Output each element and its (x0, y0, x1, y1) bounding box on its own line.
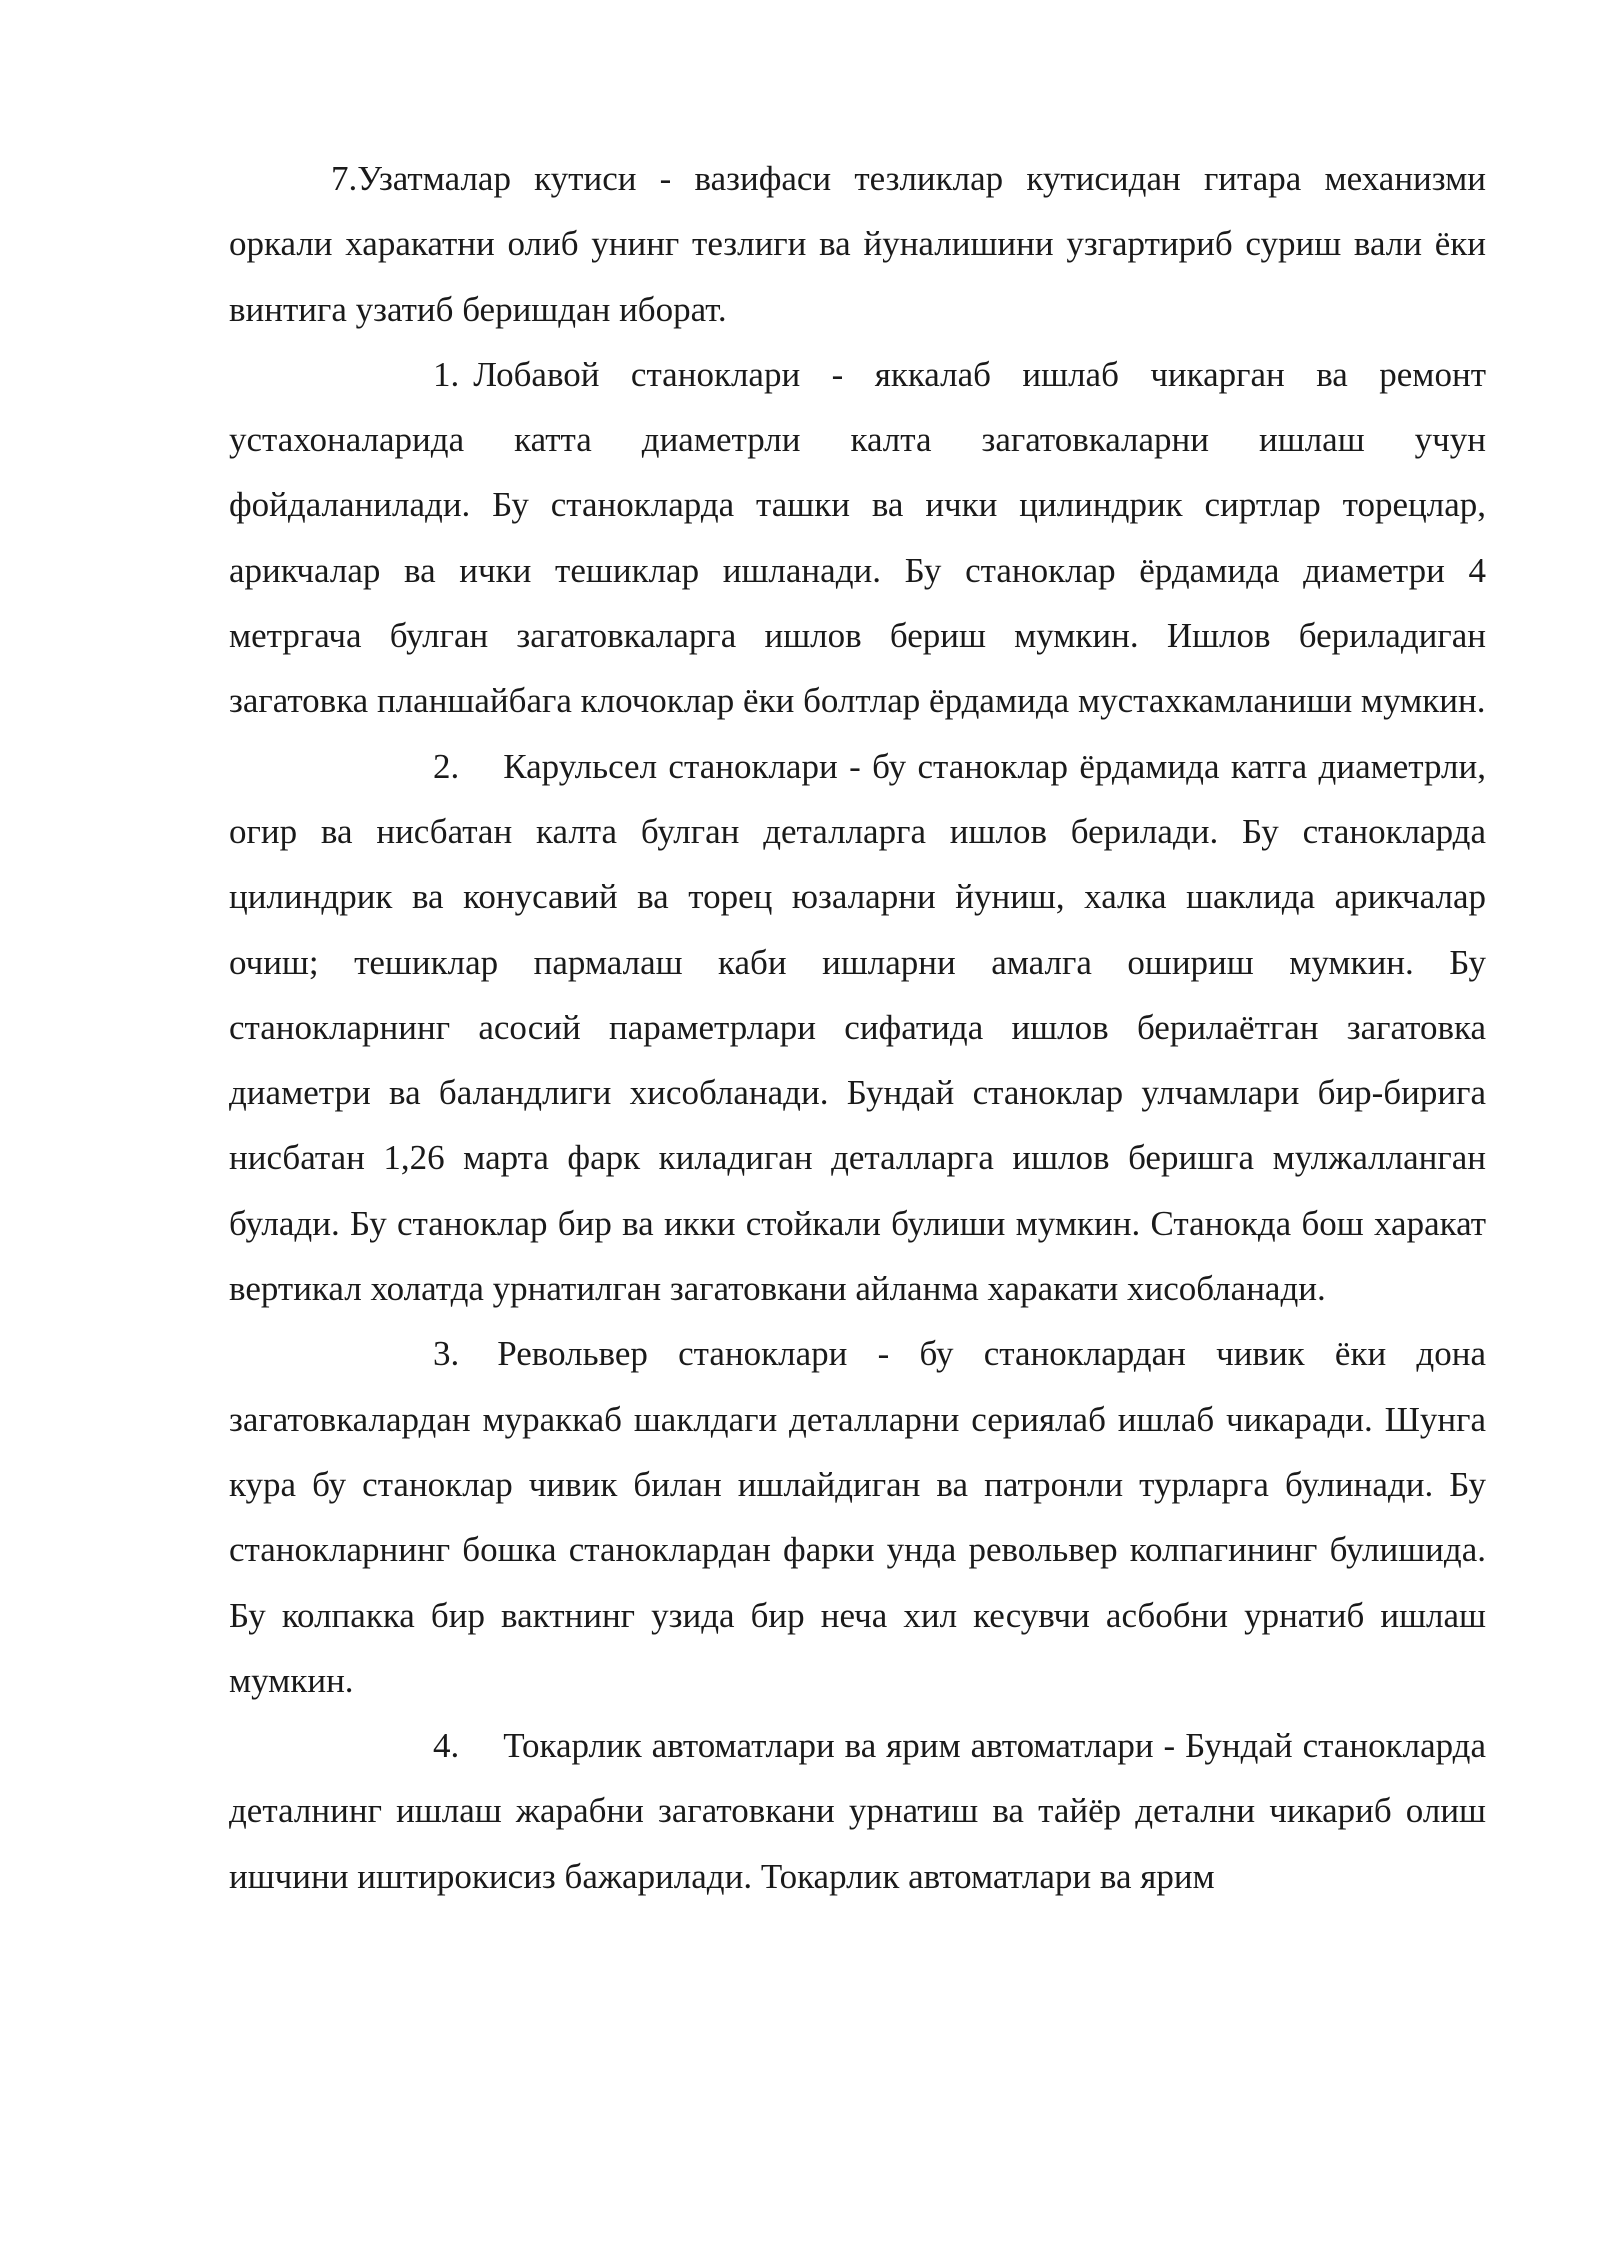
document-body (229, 146, 1486, 1909)
paragraph-text: Револьвер станоклари - бу станоклардан чивик ёки дона загатовкалардан мураккаб шаклдаги деталларни сериялаб ишлаб чикаради. Шунга кура бу станоклар чивик билан ишлайдиган ва патронли турларга булинади. Бу станокларнинг бошка станоклардан фарки унда револьвер колпагининг булишида. Бу колпакка бир вактнинг узида бир неча хил кесувчи асбобни урнатиб ишлаш мумкин. (229, 1334, 1486, 1700)
list-number: 2. (433, 746, 460, 786)
paragraph-uzatmalar-kutisi (229, 146, 1486, 342)
list-number: 4. (433, 1726, 460, 1766)
list-number: 3. (433, 1334, 460, 1374)
paragraph-text: Токарлик автоматлари ва ярим автоматлари - Бундай станокларда деталнинг ишлаш жарабни загатовкани урнатиш ва тайёр детални чикариб олиш ишчини иштирокисиз бажарилади. Токарлик автоматлари ва ярим (229, 1726, 1486, 1896)
paragraph-lobavoy-stanoklari (229, 342, 1486, 734)
paragraph-karulsel-stanoklari (229, 734, 1486, 1322)
paragraph-text: Карульсел станоклари - бу станоклар ёрдамида катга диаметрли, огир ва нисбатан калта булган деталларга ишлов берилади. Бу станокларда цилиндрик ва конусавий ва торец юзаларни йуниш, халка шаклида арикчалар очиш; тешиклар пармалаш каби ишларни амалга ошириш мумкин. Бу станокларнинг асосий параметрлари сифатида ишлов берилаётган загатовка диаметри ва баландлиги хисобланади. Бундай станоклар улчамлари бир-бирига нисбатан 1,26 марта фарк киладиган деталларга ишлов беришга мулжалланган булади. Бу станоклар бир ва икки стойкали булиши мумкин. Станокда бош харакат вертикал холатда урнатилган загатовкани айланма харакати хисобланади. (229, 746, 1486, 1309)
list-number: 1. (433, 354, 460, 394)
paragraph-revolver-stanoklari (229, 1321, 1486, 1713)
paragraph-text: 7.Узатмалар кутиси - вазифаси тезликлар кутисидан гитара механизми оркали харакатни олиб унинг тезлиги ва йуналишини узгартириб суриш вали ёки винтига узатиб беришдан иборат. (229, 159, 1486, 329)
paragraph-text: Лобавой станоклари - яккалаб ишлаб чикарган ва ремонт устахоналарида катта диаметрли калта загатовкаларни ишлаш учун фойдаланилади. Бу станокларда ташки ва ички цилиндрик сиртлар торецлар, арикчалар ва ички тешиклар ишланади. Бу станоклар ёрдамида диаметри 4 метргача булган загатовкаларга ишлов бериш мумкин. Ишлов бериладиган загатовка планшайбага клочоклар ёки болтлар ёрдамида мустахкамланиши мумкин. (229, 354, 1486, 721)
paragraph-tokarlik-avtomatlari (229, 1713, 1486, 1909)
